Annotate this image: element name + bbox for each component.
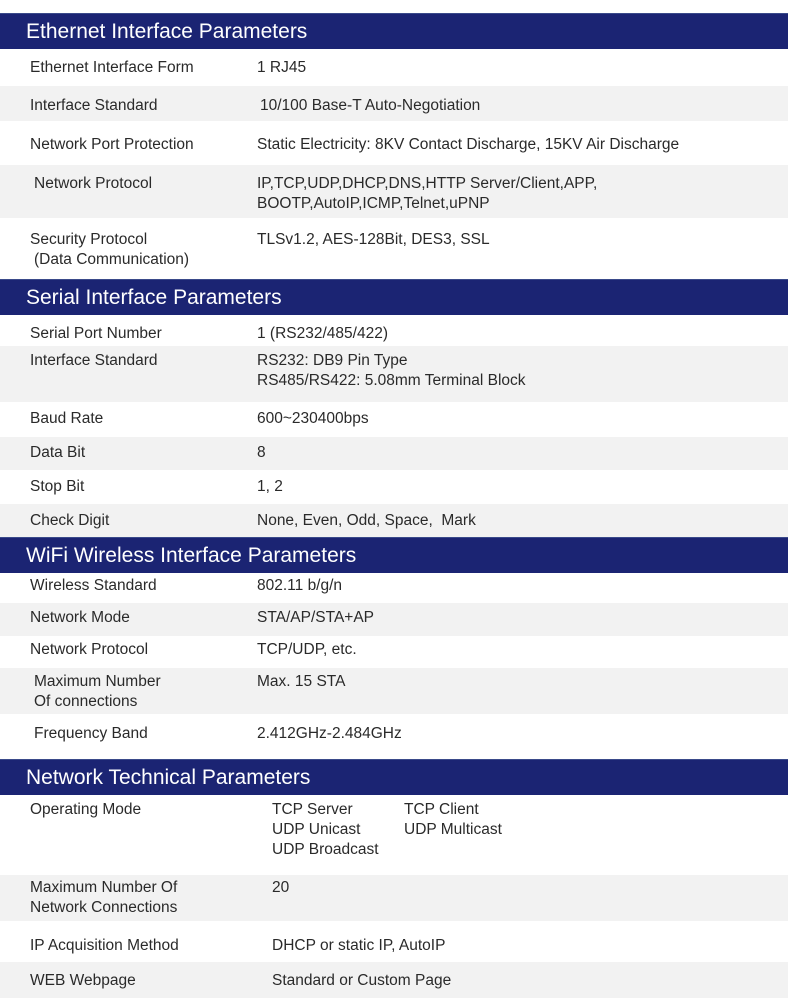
section-title: Ethernet Interface Parameters (26, 20, 308, 43)
param-label: Network Protocol (30, 641, 149, 658)
param-value: 8 (257, 444, 266, 461)
section-header-wifi (0, 537, 788, 573)
table-row (0, 218, 788, 278)
param-label: Frequency Band (34, 725, 148, 742)
param-label: (Data Communication) (34, 251, 190, 268)
param-value: 1 (RS232/485/422) (257, 325, 388, 342)
table-row (0, 165, 788, 218)
param-value: RS485/RS422: 5.08mm Terminal Block (257, 372, 526, 389)
param-value: TCP/UDP, etc. (257, 641, 357, 658)
table-row (0, 402, 788, 437)
param-value: BOOTP,AutoIP,ICMP,Telnet,uPNP (257, 195, 490, 212)
param-value: 1 RJ45 (257, 59, 307, 76)
table-row (0, 49, 788, 86)
param-value: None, Even, Odd, Space, Mark (257, 512, 476, 529)
param-label: Stop Bit (30, 478, 85, 495)
param-label: Serial Port Number (30, 325, 162, 342)
table-row (0, 437, 788, 470)
param-value: Max. 15 STA (257, 673, 346, 690)
param-value: 802.11 b/g/n (257, 577, 343, 594)
param-value: 1, 2 (257, 478, 283, 495)
param-label: Baud Rate (30, 410, 104, 427)
table-row (0, 315, 788, 346)
param-label: Network Mode (30, 609, 130, 626)
mode-item: UDP Unicast (272, 821, 361, 838)
param-label: Network Connections (30, 899, 178, 916)
table-row (0, 921, 788, 962)
section-header-ethernet (0, 13, 788, 49)
param-label: Network Protocol (34, 175, 153, 192)
param-value: STA/AP/STA+AP (257, 609, 375, 626)
param-label: Check Digit (30, 512, 110, 529)
param-label: Network Port Protection (30, 136, 194, 153)
section-header-serial (0, 279, 788, 315)
param-label: Interface Standard (30, 352, 158, 369)
param-label: Operating Mode (30, 801, 142, 818)
param-label: WEB Webpage (30, 972, 136, 989)
param-label: Of connections (34, 693, 138, 710)
section-title: WiFi Wireless Interface Parameters (26, 544, 357, 567)
param-label: Maximum Number Of (30, 879, 178, 896)
param-label: Maximum Number (34, 673, 161, 690)
param-value: Static Electricity: 8KV Contact Discharge, 15KV Air Discharge (257, 136, 680, 153)
table-row (0, 603, 788, 636)
table-row (0, 636, 788, 668)
param-label: Wireless Standard (30, 577, 157, 594)
table-row (0, 714, 788, 759)
table-row (0, 573, 788, 603)
param-label: Ethernet Interface Form (30, 59, 194, 76)
section-title: Serial Interface Parameters (26, 286, 282, 309)
param-value: RS232: DB9 Pin Type (257, 352, 408, 369)
param-value: 2.412GHz-2.484GHz (257, 725, 402, 742)
table-row (0, 875, 788, 921)
param-label: Security Protocol (30, 231, 148, 248)
param-value: 20 (272, 879, 290, 896)
param-value: DHCP or static IP, AutoIP (272, 937, 446, 954)
table-row (0, 795, 788, 875)
table-row (0, 86, 788, 121)
param-value: 10/100 Base-T Auto-Negotiation (260, 97, 481, 114)
section-title: Network Technical Parameters (26, 766, 311, 789)
mode-item: TCP Server (272, 801, 353, 818)
param-label: IP Acquisition Method (30, 937, 179, 954)
param-label: Data Bit (30, 444, 86, 461)
param-value: TLSv1.2, AES-128Bit, DES3, SSL (257, 231, 490, 248)
table-row (0, 504, 788, 537)
table-row (0, 121, 788, 165)
mode-item: UDP Multicast (404, 821, 502, 838)
mode-item: TCP Client (404, 801, 479, 818)
table-row (0, 346, 788, 402)
table-row (0, 470, 788, 504)
param-value: Standard or Custom Page (272, 972, 452, 989)
param-value: 600~230400bps (257, 410, 369, 427)
param-value: IP,TCP,UDP,DHCP,DNS,HTTP Server/Client,APP, (257, 175, 598, 192)
param-label: Interface Standard (30, 97, 158, 114)
section-header-network (0, 759, 788, 795)
table-row (0, 962, 788, 998)
table-row (0, 668, 788, 714)
mode-item: UDP Broadcast (272, 841, 379, 858)
